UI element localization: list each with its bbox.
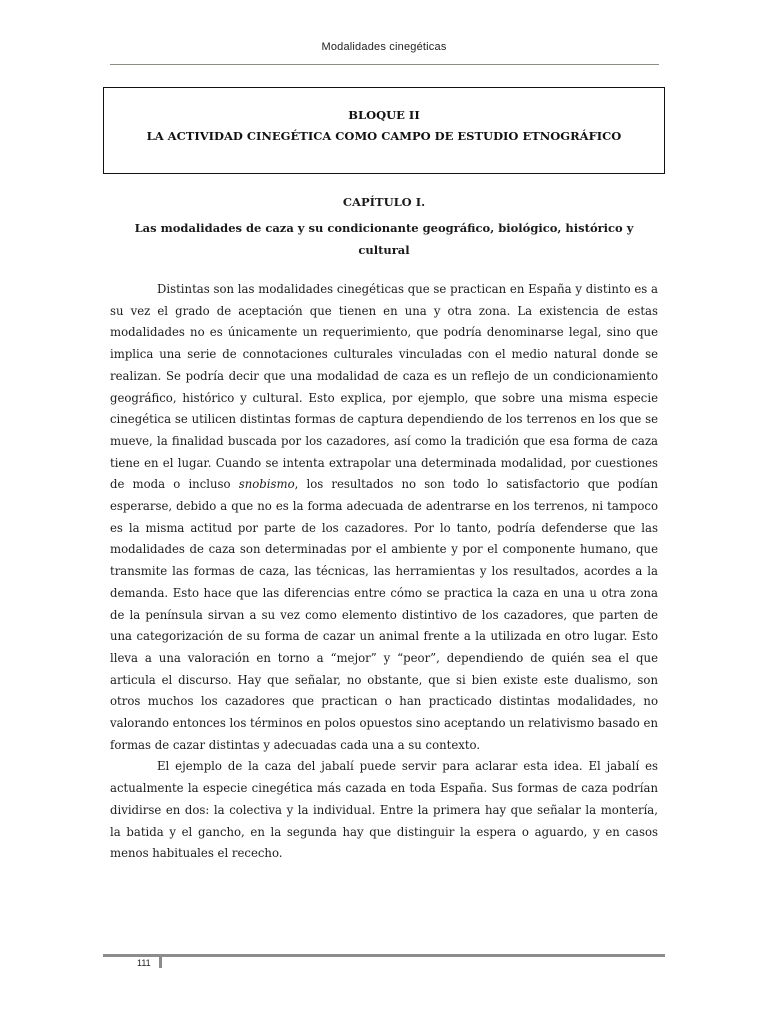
body-text — [110, 279, 658, 865]
paragraph-2: El ejemplo de la caza del jabalí puede servir para aclarar esta idea. El jabalí es actualmente la especie cinegética más cazada en toda España. Sus formas de caza podrían dividirse en dos: la colectiva y la individual. Entre la primera hay que señalar la montería, la batida y el gancho, en la segunda hay que distinguir la espera o aguardo, y en casos menos habituales el rececho. — [110, 759, 658, 861]
chapter-title: Las modalidades de caza y su condicionante geográfico, biológico, histórico y cultural — [134, 221, 634, 257]
page-number-divider — [159, 956, 162, 968]
paragraph-1-text-a: Distintas son las modalidades cinegéticas que se practican en España y distinto es a su vez el grado de aceptación que tienen en una y otra zona. La existencia de estas modalidades no es únicamente un requerimiento, que podría denominarse legal, sino que implica una serie de connotaciones culturales vinculadas con el medio natural donde se realizan. Se podría decir que una modalidad de caza es un reflejo de un condicionamiento geográfico, histórico y cultural. Esto explica, por ejemplo, que sobre una misma especie cinegética se utilicen distintas formas de captura dependiendo de los terrenos en los que se mueve, la finalidad buscada por los cazadores, así como la tradición que esa forma de caza tiene en el lugar. Cuando se intenta extrapolar una determinada modalidad, por cuestiones de moda o incluso — [110, 282, 658, 492]
block-title-box — [103, 87, 665, 174]
page-number: 111 — [137, 958, 151, 968]
block-label: BLOQUE II — [348, 108, 420, 122]
running-header: Modalidades cinegéticas — [321, 41, 447, 53]
paragraph-1-italic-term: snobismo — [238, 477, 295, 492]
paragraph-1 — [110, 279, 658, 756]
block-title: LA ACTIVIDAD CINEGÉTICA COMO CAMPO DE ESTUDIO ETNOGRÁFICO — [146, 129, 622, 143]
header-rule — [110, 64, 659, 65]
chapter-number: CAPÍTULO I. — [342, 195, 426, 209]
paragraph-1-text-b: , los resultados no son todo lo satisfactorio que podían esperarse, debido a que no es la forma adecuada de adentrarse en los terrenos, ni tampoco es la misma actitud por parte de los cazadores. Por lo tanto, podría defenderse que las modalidades de caza son determinadas por el ambiente y por el componente humano, que transmite las formas de caza, las técnicas, las herramientas y los resultados, acordes a la demanda. Esto hace que las diferencias entre cómo se practica la caza en una u otra zona de la península sirvan a su vez como elemento distintivo de los cazadores, que parten de una categorización de su forma de cazar un animal frente a la utilizada en otro lugar. Esto lleva a una valoración en torno a “mejor” y “peor”, dependiendo de quién sea el que articula el discurso. Hay que señalar, no obstante, que si bien existe este dualismo, son otros muchos los cazadores que practican o han practicado distintas modalidades, no valorando entonces los términos en polos opuestos sino aceptando un relativismo basado en formas de cazar distintas y adecuadas cada una a su contexto. — [110, 477, 658, 752]
footer-rule — [103, 954, 665, 957]
